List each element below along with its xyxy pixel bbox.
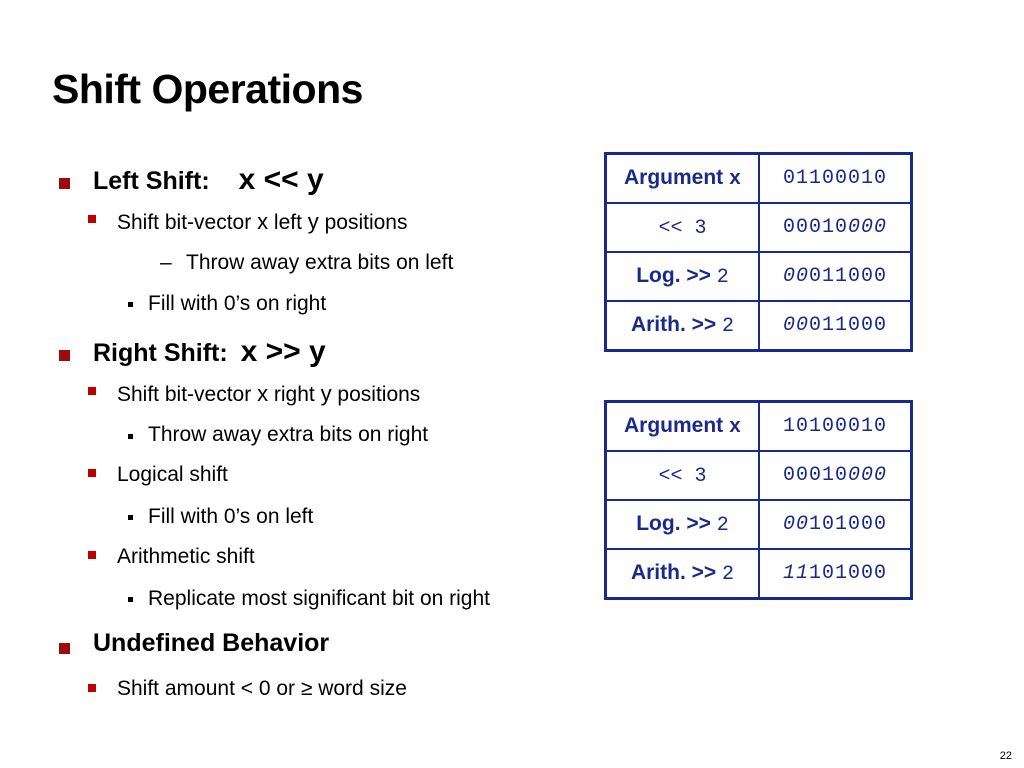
text: positions xyxy=(331,383,421,406)
shift-table-1 xyxy=(604,152,913,352)
bits: 01100010 xyxy=(782,167,887,190)
code-x: x xyxy=(257,381,269,406)
sub-bullet-icon xyxy=(88,684,96,692)
operation-label: Log. >> xyxy=(636,264,717,287)
bit-value-cell xyxy=(759,402,912,452)
table-row xyxy=(606,549,912,599)
bits-highlighted: 000 xyxy=(848,464,888,487)
bits: 00010 xyxy=(782,464,848,487)
table-row xyxy=(606,203,912,252)
right-shift-label: Right Shift: xyxy=(93,339,228,367)
operation-code: 2 xyxy=(716,266,729,289)
table-row xyxy=(606,451,912,500)
code-y: y xyxy=(320,381,332,406)
bit-value-cell xyxy=(759,451,912,500)
sub-bullet-icon xyxy=(88,215,96,223)
operation-cell xyxy=(606,402,760,452)
bits: 011000 xyxy=(809,265,888,288)
bullet-fill-right: Fill with 0’s on right xyxy=(148,292,327,315)
sub-bullet-icon xyxy=(88,551,96,559)
left-shift-label: Left Shift: xyxy=(93,167,210,195)
operation-cell xyxy=(606,154,760,204)
bullet-throw-left: Throw away extra bits on left xyxy=(186,251,454,274)
operation-code: 2 xyxy=(716,514,729,537)
code-x: x xyxy=(257,209,269,234)
operation-label: Argument xyxy=(623,166,729,189)
right-shift-code: x >> y xyxy=(240,335,326,368)
text: Shift bit-vector xyxy=(117,383,258,406)
table-row xyxy=(606,500,912,549)
operation-cell xyxy=(606,451,760,500)
bits: 10100010 xyxy=(782,415,887,438)
bits: 101000 xyxy=(809,562,888,585)
operation-cell xyxy=(606,549,760,599)
text: Shift bit-vector xyxy=(117,211,258,234)
bits-highlighted: 00 xyxy=(782,513,809,536)
bullet-square-icon xyxy=(59,350,70,361)
bullet-logical-shift: Logical shift xyxy=(117,463,228,486)
bullet-arith-shift: Arithmetic shift xyxy=(117,545,255,568)
operation-label: Arith. >> xyxy=(630,313,722,336)
bit-value-cell xyxy=(759,252,912,301)
sub-bullet-icon xyxy=(88,469,96,477)
bullet-right-shift-desc xyxy=(117,381,420,407)
bits-highlighted: 00 xyxy=(782,314,809,337)
table-row xyxy=(606,252,912,301)
bits: 101000 xyxy=(809,513,888,536)
small-bullet-icon xyxy=(128,597,133,602)
operation-code: << 3 xyxy=(658,465,707,488)
operation-code: << 3 xyxy=(658,217,707,240)
bullet-left-shift-desc xyxy=(117,209,407,235)
text: positions xyxy=(318,211,408,234)
bullet-undefined: Undefined Behavior xyxy=(93,629,330,657)
bit-value-cell xyxy=(759,154,912,204)
small-bullet-icon xyxy=(128,434,133,439)
table-row xyxy=(606,402,912,452)
operation-label: Log. >> xyxy=(636,512,717,535)
operation-code: 2 xyxy=(722,563,735,586)
bullet-replicate-msb: Replicate most significant bit on right xyxy=(148,587,490,610)
table-row xyxy=(606,154,912,204)
operation-cell xyxy=(606,301,760,351)
operation-cell xyxy=(606,252,760,301)
bits-highlighted: 00 xyxy=(782,265,809,288)
bullet-square-icon xyxy=(59,178,70,189)
small-bullet-icon xyxy=(128,302,133,307)
bits-highlighted: 000 xyxy=(848,216,888,239)
page-number: 22 xyxy=(999,750,1012,762)
bits: 011000 xyxy=(809,314,888,337)
operation-code: 2 xyxy=(722,315,735,338)
dash-bullet-icon: – xyxy=(160,251,172,274)
slide-title: Shift Operations xyxy=(52,66,363,112)
bits: 00010 xyxy=(782,216,848,239)
bullet-right-shift xyxy=(93,335,326,369)
text: left xyxy=(268,211,308,234)
table-row xyxy=(606,301,912,351)
bullet-throw-right: Throw away extra bits on right xyxy=(148,423,429,446)
bit-value-cell xyxy=(759,301,912,351)
bits-highlighted: 11 xyxy=(782,562,809,585)
operation-cell xyxy=(606,500,760,549)
operation-label: Arith. >> xyxy=(630,561,722,584)
small-bullet-icon xyxy=(128,515,133,520)
bullet-square-icon xyxy=(59,643,70,654)
operation-code: x xyxy=(728,168,741,191)
operation-cell xyxy=(606,203,760,252)
bit-value-cell xyxy=(759,549,912,599)
operation-label: Argument xyxy=(623,414,729,437)
shift-table-2 xyxy=(604,400,913,600)
code-y: y xyxy=(307,209,319,234)
sub-bullet-icon xyxy=(88,387,96,395)
bit-value-cell xyxy=(759,500,912,549)
bullet-fill-left: Fill with 0’s on left xyxy=(148,505,314,528)
left-shift-code: x << y xyxy=(238,163,324,196)
bit-value-cell xyxy=(759,203,912,252)
text: right xyxy=(268,383,321,406)
bullet-shift-amount: Shift amount < 0 or ≥ word size xyxy=(117,677,407,700)
operation-code: x xyxy=(728,416,741,439)
bullet-left-shift xyxy=(93,163,324,197)
